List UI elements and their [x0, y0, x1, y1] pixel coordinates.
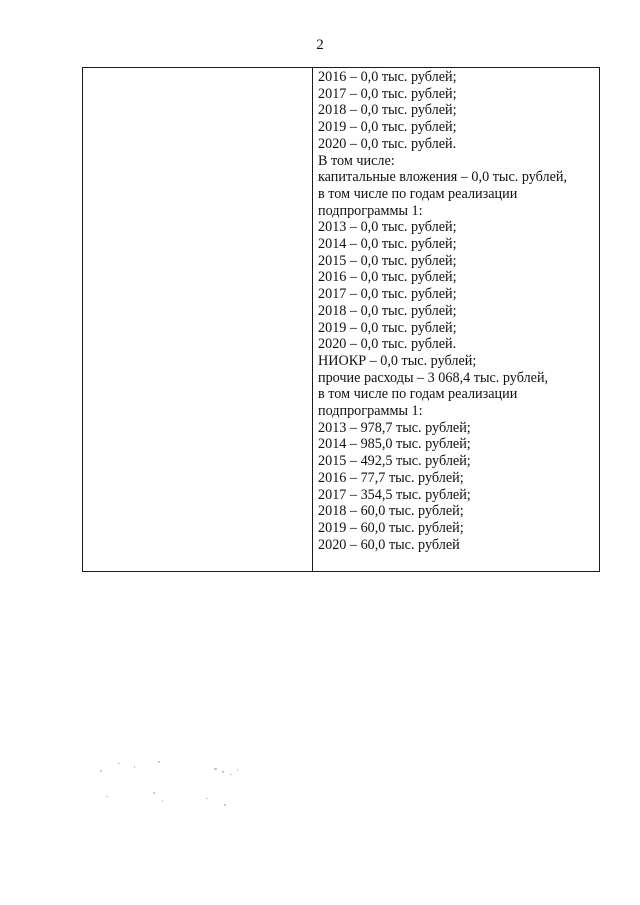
table-line: 2017 – 0,0 тыс. рублей; [318, 85, 457, 102]
table-line: 2016 – 0,0 тыс. рублей; [318, 69, 457, 85]
table-line: 2015 – 0,0 тыс. рублей; [318, 252, 457, 269]
table-line: НИОКР – 0,0 тыс. рублей; [318, 352, 477, 369]
table-line: 2015 – 492,5 тыс. рублей; [318, 453, 471, 470]
table-line: В том числе: [318, 152, 395, 169]
table-line: в том числе по годам реализации [318, 185, 518, 202]
table-line: 2018 – 0,0 тыс. рублей; [318, 102, 457, 119]
table-line: 2019 – 0,0 тыс. рублей; [318, 319, 457, 336]
table-line: подпрограммы 1: [318, 202, 423, 219]
table-line: 2018 – 0,0 тыс. рублей; [318, 302, 457, 319]
table-line: капитальные вложения – 0,0 тыс. рублей, [318, 169, 568, 186]
table-line: 2020 – 0,0 тыс. рублей. [318, 336, 457, 353]
table-line: 2020 – 0,0 тыс. рублей. [318, 135, 457, 152]
table-line: 2020 – 60,0 тыс. рублей [318, 536, 460, 553]
table-line: 2017 – 354,5 тыс. рублей; [318, 486, 471, 503]
scan-noise [96, 752, 256, 812]
table-left-cell [83, 68, 312, 571]
table-line: 2019 – 60,0 тыс. рублей; [318, 519, 464, 536]
table-line: 2016 – 77,7 тыс. рублей; [318, 469, 464, 486]
table-line: в том числе по годам реализации [318, 386, 518, 403]
table-line: 2013 – 0,0 тыс. рублей; [318, 219, 457, 236]
table-line: 2016 – 0,0 тыс. рублей; [318, 269, 457, 286]
table-line: 2014 – 0,0 тыс. рублей; [318, 236, 457, 253]
page-number: 2 [316, 37, 324, 53]
table-line: 2013 – 978,7 тыс. рублей; [318, 419, 471, 436]
table-line: 2014 – 985,0 тыс. рублей; [318, 436, 471, 453]
table-line: 2017 – 0,0 тыс. рублей; [318, 286, 457, 303]
funding-table [82, 67, 600, 572]
table-right-cell [313, 68, 599, 571]
table-line: прочие расходы – 3 068,4 тыс. рублей, [318, 369, 549, 386]
table-line: 2019 – 0,0 тыс. рублей; [318, 119, 457, 136]
table-line: 2018 – 60,0 тыс. рублей; [318, 503, 464, 520]
table-line: подпрограммы 1: [318, 403, 423, 420]
